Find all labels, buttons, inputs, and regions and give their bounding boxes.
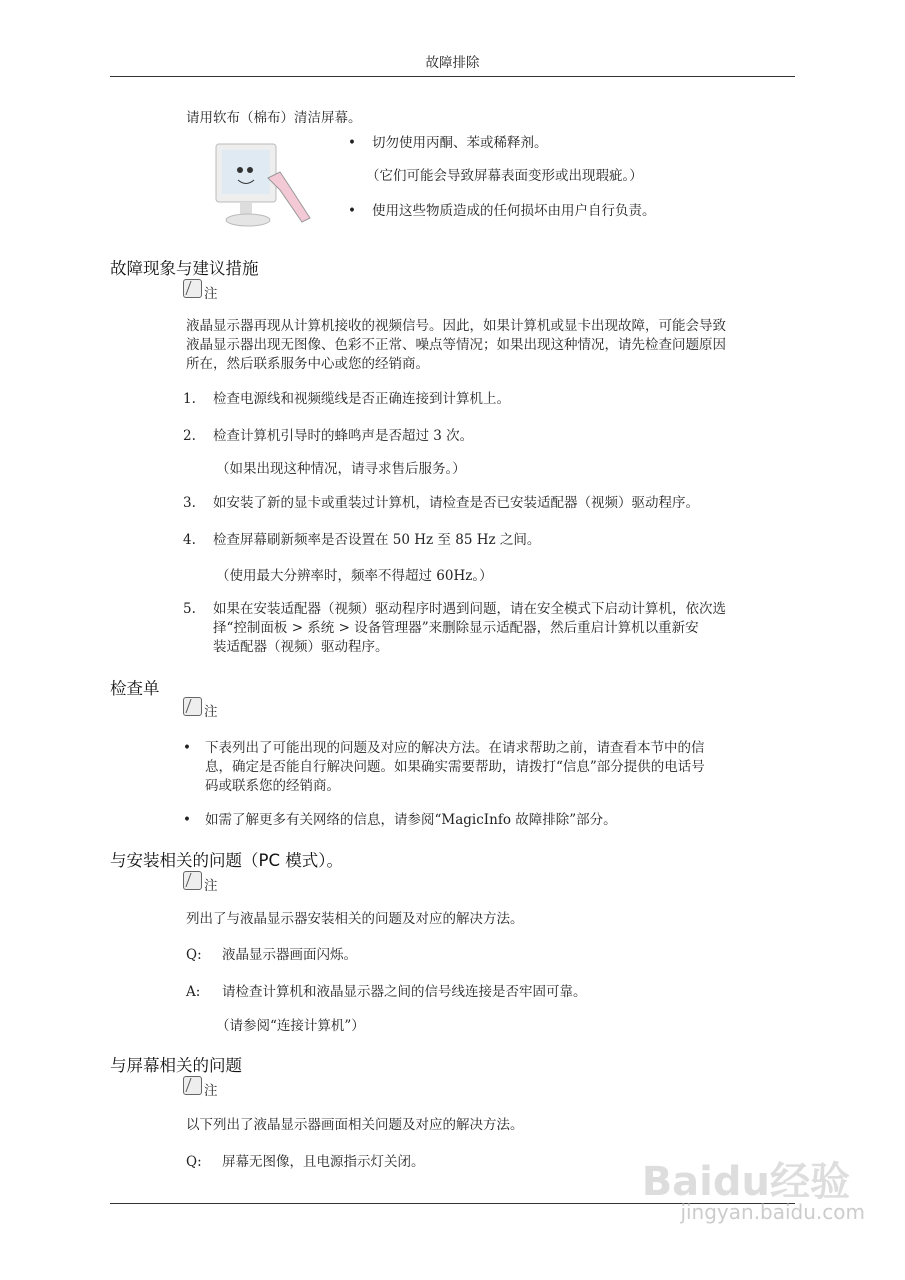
- note-pencil-icon: [183, 1076, 202, 1095]
- bullet-dot: •: [183, 740, 191, 756]
- answer-label: A:: [186, 984, 201, 1000]
- note-marker: [183, 871, 218, 894]
- list-item-note: （如果出现这种情况，请寻求售后服务。）: [216, 461, 466, 477]
- list-number: 2.: [183, 428, 196, 444]
- note-pencil-icon: [183, 871, 202, 890]
- cleaning-bullet-1: 切勿使用丙酮、苯或稀释剂。: [372, 135, 548, 151]
- bullet-dot: •: [348, 203, 356, 219]
- list-item: 装适配器（视频）驱动程序。: [213, 639, 389, 655]
- bullet-dot: •: [183, 812, 191, 828]
- answer-note: （请参阅“连接计算机”）: [216, 1018, 365, 1034]
- question-label: Q:: [186, 1154, 202, 1170]
- note-pencil-icon: [183, 279, 202, 298]
- list-item: 如果在安装适配器（视频）驱动程序时遇到问题，请在安全模式下启动计算机，依次选: [213, 601, 726, 617]
- section-intro: 以下列出了液晶显示器画面相关问题及对应的解决方法。: [186, 1117, 524, 1133]
- list-number: 4.: [183, 532, 196, 548]
- page-header-title: 故障排除: [425, 55, 480, 71]
- list-item: 择“控制面板 > 系统 > 设备管理器”来删除显示适配器，然后重启计算机以重新安: [213, 620, 699, 636]
- question-text: 屏幕无图像，且电源指示灯关闭。: [222, 1154, 425, 1170]
- answer-text: 请检查计算机和液晶显示器之间的信号线连接是否牢固可靠。: [222, 984, 587, 1000]
- note-label: 注: [204, 1083, 218, 1099]
- note-label: 注: [204, 286, 218, 302]
- note-marker: [183, 279, 218, 302]
- section-heading: 与屏幕相关的问题: [110, 1056, 242, 1075]
- list-number: 5.: [183, 601, 196, 617]
- list-item: 检查计算机引导时的蜂鸣声是否超过 3 次。: [213, 428, 474, 444]
- header-rule: [110, 76, 795, 77]
- paragraph-line: 液晶显示器再现从计算机接收的视频信号。因此，如果计算机或显卡出现故障，可能会导致: [186, 318, 726, 334]
- list-item: 检查电源线和视频缆线是否正确连接到计算机上。: [213, 391, 510, 407]
- note-marker: [183, 1076, 218, 1099]
- bullet-line: 码或联系您的经销商。: [205, 778, 340, 794]
- cleaning-bullet-2: 使用这些物质造成的任何损坏由用户自行负责。: [372, 203, 656, 219]
- list-item-note: （使用最大分辨率时，频率不得超过 60Hz。）: [216, 568, 493, 584]
- list-item: 检查屏幕刷新频率是否设置在 50 Hz 至 85 Hz 之间。: [213, 532, 541, 548]
- question-text: 液晶显示器画面闪烁。: [222, 947, 357, 963]
- list-number: 3.: [183, 495, 196, 511]
- bullet-line: 息，确定是否能自行解决问题。如果确实需要帮助，请拨打“信息”部分提供的电话号: [205, 759, 705, 775]
- section-heading: 检查单: [110, 679, 160, 698]
- bullet-dot: •: [348, 135, 356, 151]
- section-heading: 与安装相关的问题（PC 模式）。: [110, 851, 343, 870]
- monitor-cleaning-illustration: [210, 138, 322, 230]
- note-label: 注: [204, 704, 218, 720]
- note-pencil-icon: [183, 697, 202, 716]
- baidu-watermark-url: jingyan.baidu.com: [680, 1200, 865, 1224]
- bullet-line: 如需了解更多有关网络的信息，请参阅“MagicInfo 故障排除”部分。: [205, 812, 617, 828]
- section-heading: 故障现象与建议措施: [110, 259, 259, 278]
- paragraph-line: 液晶显示器出现无图像、色彩不正常、噪点等情况；如果出现这种情况，请先检查问题原因: [186, 337, 726, 353]
- paragraph-line: 所在，然后联系服务中心或您的经销商。: [186, 356, 429, 372]
- list-number: 1.: [183, 391, 196, 407]
- note-label: 注: [204, 878, 218, 894]
- cleaning-bullet-1-note: （它们可能会导致屏幕表面变形或出现瑕疵。）: [366, 168, 643, 184]
- section-intro: 列出了与液晶显示器安装相关的问题及对应的解决方法。: [186, 911, 524, 927]
- note-marker: [183, 697, 218, 720]
- baidu-watermark-logo: Baidu经验: [641, 1159, 850, 1205]
- question-label: Q:: [186, 947, 202, 963]
- bullet-line: 下表列出了可能出现的问题及对应的解决方法。在请求帮助之前，请查看本节中的信: [205, 740, 705, 756]
- list-item: 如安装了新的显卡或重装过计算机，请检查是否已安装适配器（视频）驱动程序。: [213, 495, 699, 511]
- cleaning-intro: 请用软布（棉布）清洁屏幕。: [186, 110, 362, 126]
